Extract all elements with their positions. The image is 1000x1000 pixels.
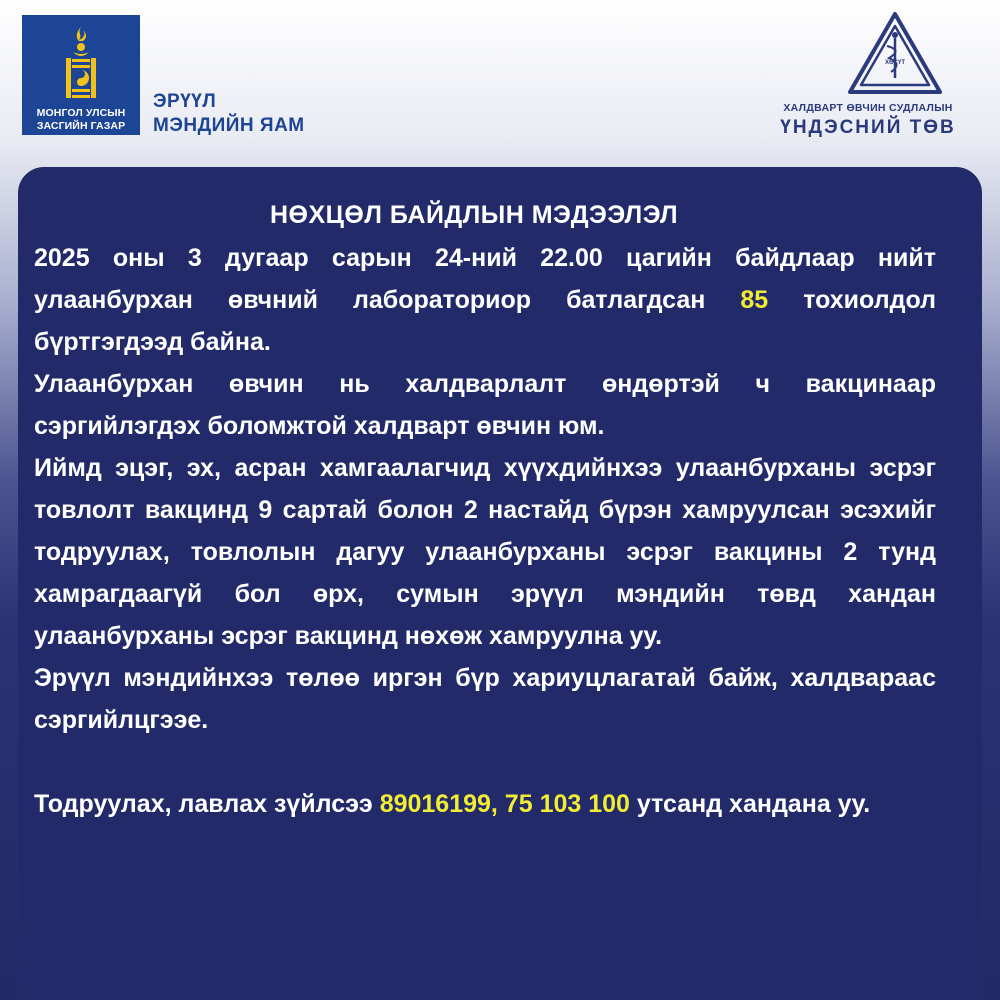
spacer [34,741,936,783]
case-count-text-end: тохиолдол бүртгэгдээд байна. [34,286,936,356]
notice-content [34,200,936,825]
government-name-line2: ЗАСГИЙН ГАЗАР [36,120,126,132]
soyombo-emblem-icon [53,25,109,105]
svg-text:ХӨСҮТ: ХӨСҮТ [884,60,906,66]
ministry-name-line1: ЭРҮҮЛ [153,91,217,112]
nccd-name-big: ҮНДЭСНИЙ ТӨВ [780,117,956,138]
nccd-name-small: ХАЛДВАРТ ӨВЧИН СУДЛАЛЫН [783,102,953,114]
nccd-emblem-icon [845,10,945,100]
disease-info-paragraph: Улаанбурхан өвчин нь халдварлалт өндөртэй ч вакцинаар сэргийлэгдэх боломжтой халдварт өвчин юм. [34,370,936,440]
contact-paragraph [34,783,936,825]
contact-text-end: утсанд хандана уу. [629,790,871,818]
contact-phone-numbers: 89016199, 75 103 100 [379,790,630,818]
government-name-line1: МОНГОЛ УЛСЫН [36,107,126,119]
nccd-name [758,102,978,139]
vaccination-advice-paragraph: Иймд эцэг, эх, асран хамгаалагчид хүүхдийнхээ улаанбурханы эсрэг товлолт вакцинд 9 сартай болон 2 настайд бүрэн хамруулсан эсэхийг тодруулах, товлолын дагуу улаанбурханы эсрэг вакцины 2 тунд хамрагдаагүй бол өрх, сумын эрүүл мэндийн төвд хандан улаанбурханы эсрэг вакцинд нөхөж хамруулна уу. [34,454,936,650]
case-count-value: 85 [740,286,769,314]
responsibility-paragraph: Эрүүл мэндийнхээ төлөө иргэн бүр хариуцлагатай байж, халдвараас сэргийлцгээе. [34,664,936,734]
government-name [37,107,126,133]
ministry-name-line2: МЭНДИЙН ЯАМ [153,115,305,136]
case-count-paragraph [34,237,936,363]
ministry-name [153,90,305,138]
notice-title: НӨХЦӨЛ БАЙДЛЫН МЭДЭЭЛЭЛ [270,201,679,229]
contact-text: Тодруулах, лавлах зүйлсээ [34,790,380,818]
case-count-text: 2025 оны 3 дугаар сарын 24-ний 22.00 цагийн байдлаар нийт улаанбурхан өвчний лабораториор батлагдсан [34,244,936,314]
government-logo [22,15,140,135]
